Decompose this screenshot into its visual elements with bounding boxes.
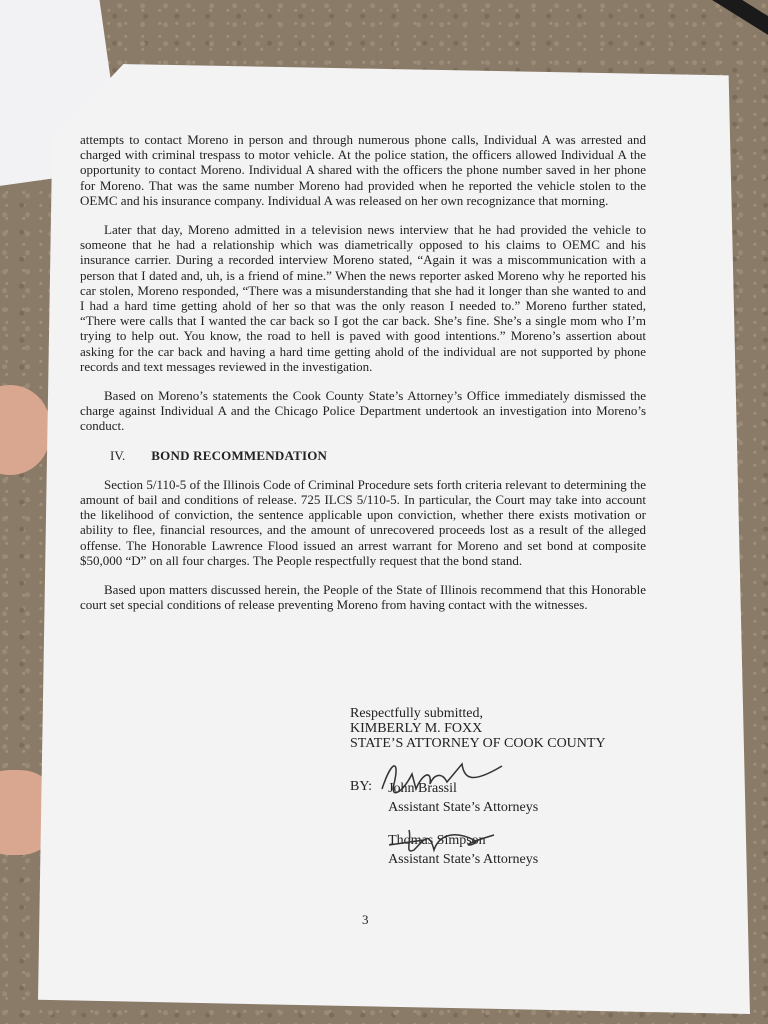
paragraph-5: Based upon matters discussed herein, the People of the State of Illinois recommend that this Honorable court set special conditions of release preventing Moreno from having contact with the witnesses. <box>80 582 646 613</box>
signature-simpson <box>384 820 504 860</box>
attorney1-title: Assistant State’s Attorneys <box>388 800 539 815</box>
signer-title: STATE’S ATTORNEY OF COOK COUNTY <box>350 736 606 751</box>
page-number: 3 <box>362 912 369 927</box>
section-number: IV. <box>110 447 126 463</box>
attorney2-title: Assistant State’s Attorneys <box>388 852 539 867</box>
black-cable <box>665 0 768 45</box>
attorney1-name: John Brassil <box>388 781 457 796</box>
document-body <box>80 132 646 626</box>
paragraph-3: Based on Moreno’s statements the Cook County State’s Attorney’s Office immediately dismissed the charge against Individual A and the Chicago Police Department undertook an investigation into Moreno’s conduct. <box>80 388 646 434</box>
paragraph-2: Later that day, Moreno admitted in a television news interview that he had provided the vehicle to someone that he had a relationship which was diametrically opposed to his claims to OEMC and his insurance carrier. During a recorded interview Moreno stated, “Again it was a miscommunication with a person that I dated and, uh, is a friend of mine.” When the news reporter asked Moreno why he reported his car stolen, Moreno responded, “There was a misunderstanding that she had it longer than she wanted to and I had a hard time getting ahold of her so that was the only reason I needed to.” Moreno further stated, “There were calls that I wanted the car back so I got the car back. She’s fine. She’s a single mom who I’m trying to help out. You know, the road to hell is paved with good intentions.” Moreno’s assertion about asking for the car back and having a hard time getting ahold of the individual are not supported by phone records and text messages reviewed in the investigation. <box>80 222 646 374</box>
finger-top <box>0 385 50 475</box>
section-title: BOND RECOMMENDATION <box>151 447 328 463</box>
by-label: BY: <box>350 779 373 794</box>
section-heading <box>110 448 646 463</box>
paragraph-4: Section 5/110-5 of the Illinois Code of Criminal Procedure sets forth criteria relevant to determining the amount of bail and conditions of release. 725 ILCS 5/110-5. In particular, the Court may take into account the likelihood of conviction, the sentence applicable upon conviction, whether there exists motivation or ability to flee, financial resources, and the amount of unrecovered proceeds lost as a result of the alleged offense. The Honorable Lawrence Flood issued an arrest warrant for Moreno and set bond at composite $50,000 “D” on all four charges. The People respectfully request that the bond stand. <box>80 476 646 568</box>
signer-name: KIMBERLY M. FOXX <box>350 721 483 736</box>
paragraph-1: attempts to contact Moreno in person and through numerous phone calls, Individual A was arrested and charged with criminal trespass to motor vehicle. At the police station, the officers allowed Individual A the opportunity to contact Moreno. Individual A shared with the officers the phone number saved in her phone for Moreno. That was the same number Moreno had provided when he reported the vehicle stolen to the OEMC and his insurance company. Individual A was released on her own recognizance that morning. <box>80 132 646 208</box>
closing-line: Respectfully submitted, <box>350 706 483 721</box>
attorney2-name: Thomas Simpson <box>388 833 486 848</box>
signature-brassil <box>372 754 512 804</box>
